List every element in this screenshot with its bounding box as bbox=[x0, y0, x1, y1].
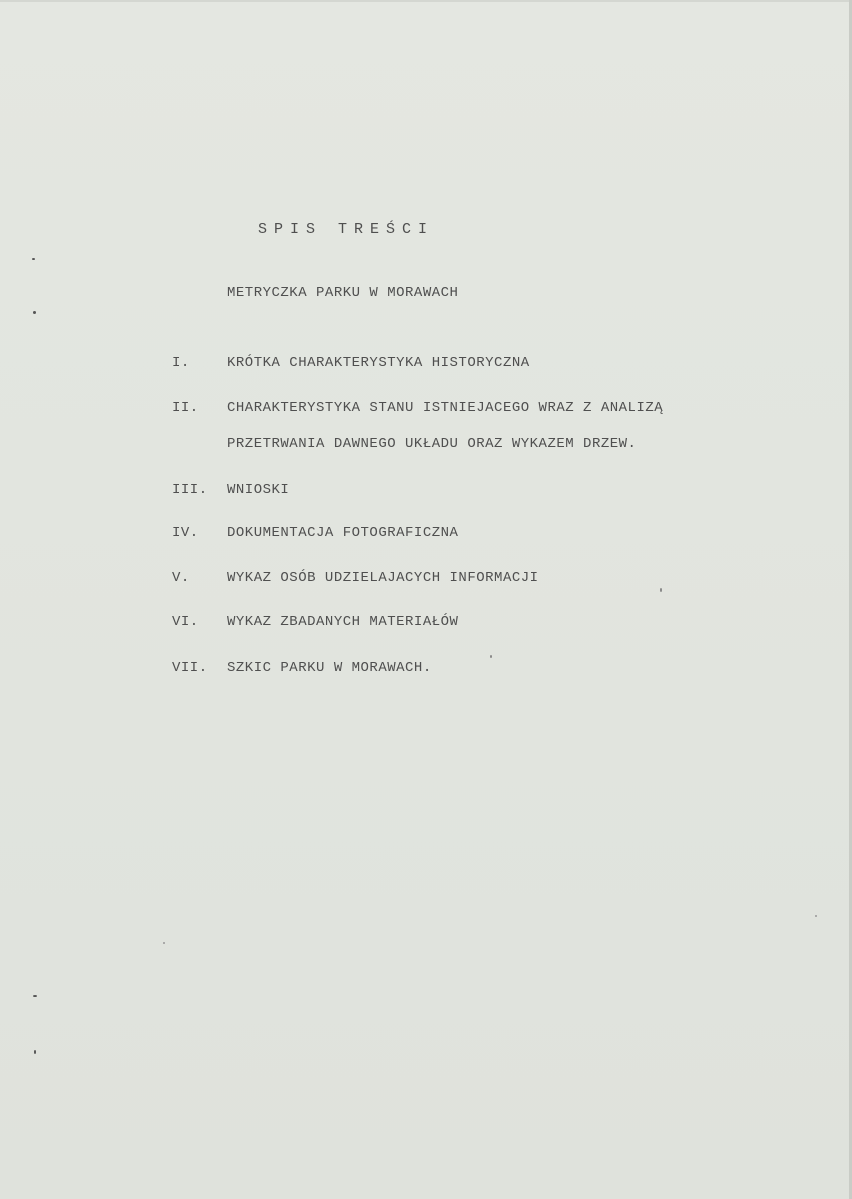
paper-speck bbox=[660, 588, 662, 592]
toc-item-6 bbox=[172, 614, 458, 630]
paper-speck bbox=[33, 311, 36, 314]
toc-text: WYKAZ ZBADANYCH MATERIAŁÓW bbox=[227, 614, 459, 630]
toc-text: SZKIC PARKU W MORAWACH. bbox=[227, 660, 432, 676]
toc-text: WNIOSKI bbox=[227, 482, 290, 498]
toc-text: WYKAZ OSÓB UDZIELAJACYCH INFORMACJI bbox=[227, 570, 539, 586]
toc-number: VI. bbox=[172, 614, 199, 630]
paper-speck bbox=[32, 258, 35, 260]
toc-number: V. bbox=[172, 570, 190, 586]
page-title: SPIS TREŚCI bbox=[258, 221, 435, 238]
paper-speck bbox=[815, 915, 817, 917]
paper-speck bbox=[490, 655, 492, 658]
toc-number: II. bbox=[172, 400, 199, 416]
toc-text: KRÓTKA CHARAKTERYSTYKA HISTORYCZNA bbox=[227, 355, 530, 371]
toc-item-5 bbox=[172, 570, 539, 586]
toc-item-2-continuation: PRZETRWANIA DAWNEGO UKŁADU ORAZ WYKAZEM DRZEW. bbox=[227, 436, 637, 452]
toc-number: I. bbox=[172, 355, 190, 371]
toc-item-7 bbox=[172, 660, 432, 676]
paper-speck bbox=[163, 942, 165, 944]
toc-text: CHARAKTERYSTYKA STANU ISTNIEJACEGO WRAZ Z ANALIZĄ bbox=[227, 400, 664, 416]
toc-text: DOKUMENTACJA FOTOGRAFICZNA bbox=[227, 525, 459, 541]
toc-number: III. bbox=[172, 482, 208, 498]
toc-item-4 bbox=[172, 525, 458, 541]
paper-speck bbox=[34, 1050, 36, 1054]
toc-item-2 bbox=[172, 400, 663, 416]
page-edge-top bbox=[0, 0, 852, 2]
toc-item-3 bbox=[172, 482, 289, 498]
paper-speck bbox=[33, 995, 37, 997]
toc-number: VII. bbox=[172, 660, 208, 676]
toc-item-1 bbox=[172, 355, 530, 371]
toc-number: IV. bbox=[172, 525, 199, 541]
page-subtitle: METRYCZKA PARKU W MORAWACH bbox=[227, 285, 459, 301]
